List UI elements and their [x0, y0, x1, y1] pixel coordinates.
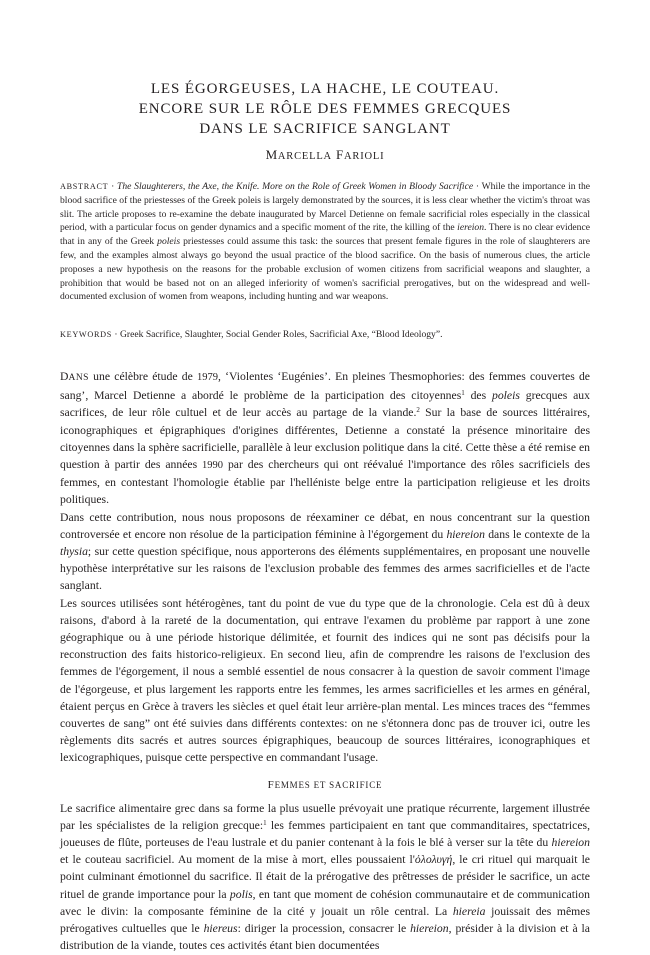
p2-italic-2: thysia: [60, 545, 88, 559]
author-name: [60, 147, 590, 163]
lead-smallcaps: ANS: [68, 373, 89, 383]
p4-text-8: , présider à la division et à la distribution de la viande, toutes ces activités étant bien documentées: [60, 922, 590, 953]
keywords-sep: ·: [112, 329, 120, 340]
p4-italic-2: polis: [229, 887, 253, 901]
title-line-3: DANS LE SACRIFICE SANGLANT: [199, 121, 451, 137]
footnote-ref-2[interactable]: 2: [416, 406, 420, 415]
p4-greek: ὀλολυγή: [414, 853, 453, 867]
paragraph-3: Les sources utilisées sont hétérogènes, tant du point de vue du type que de la chronologie. Cela est dû à deux raisons, d'abord à la rareté de la documentation, qui entrave l'examen du problème par rapport à une zone géographique ou à une période historique délimitée, et fournit des indices qui ne sont pas décisifs pour la reconstruction des faits historico-religieux. En second lieu, afin de comprendre les raisons de l'exclusion des femmes de l'égorgement, il nous a semblé essentiel de nous consacrer à la question de savoir comment l'image de l'égorgeuse, et plus largement les rapports entre les femmes, les armes sacrificielles et les armes en général, étaient perçus en Grèce à travers les siècles et quel était leur arrière-plan mental. Les minces traces des “femmes couvertes de sang” ont été suivies dans différents contextes: on ne s'étonnera donc pas de trouver ici, outre les règlements dits sacrés et autres sources épigraphiques, beaucoup de sources littéraires, iconographiques et lexicographiques, puisque cette perspective en commandant l'usage.: [60, 596, 590, 765]
p1-year: 1979: [197, 372, 219, 383]
p2-text-1: Dans cette contribution, nous nous proposons de réexaminer ce débat, en nous concentrant sur la question controversée et encore non résolue de la participation féminine à l'égorgement du: [60, 510, 590, 541]
p1-decade: 1990: [202, 460, 224, 472]
paragraph-2: [60, 509, 590, 595]
keywords: [60, 328, 590, 342]
p1-text-2: , ‘Violentes ‘Eugénies’. En pleines Thesmophories: des femmes couvertes de sang’, Marcel Detienne a abordé le problème de la participation des citoyennes: [60, 370, 590, 403]
abstract-italic-2: poleis: [157, 236, 181, 248]
p1-text-6: par des chercheurs qui ont réévalué l'importance des rôles sacrificiels des femmes, en contestant l'homologie établie par l'helléniste belge entre la participation religieuse et les droits politiques.: [60, 458, 591, 507]
p4-text-4: , le cri rituel qui marquait le point culminant émotionnel du sacrifice. Il était de la prérogative des prêtresses de présider le sacrifice, un acte rituel de grande importance pour la: [60, 853, 590, 901]
abstract-label: ABSTRACT: [60, 182, 109, 191]
footnote-ref-3[interactable]: 1: [263, 818, 267, 827]
p4-text-2: les femmes participaient en tant que commanditaires, spectatrices, joueuses de flûte, porteuses de l'eau lustrale et du panier contenant à la fois le blé à verser sur la tête du: [60, 818, 590, 850]
p4-italic-5: hiereion: [410, 922, 449, 936]
p1-text-1: une célèbre étude de: [88, 370, 198, 383]
article-title: [60, 79, 590, 139]
abstract-text-3: priestesses could assume this task: the sources that present female figures in the role of slaughterers are few, and the examples almost always go beyond the usual practice of the blood sacrifice. On the basis of numerous clues, the article proposes a new hypothesis on the reasons for the probable exclusion of women citizens from sacrificial weapons and slaughter, a prohibition that would be based not on an alleged inferiority of women's sacrificial prerogatives, but on the widespread and well-documented exclusion of women from weapons, including hunting and war weapons.: [60, 236, 590, 303]
p1-text-3: des: [464, 389, 492, 403]
p4-text-6: jouissait des mêmes prérogatives cultuelles que le: [60, 904, 590, 936]
p4-italic-4: hiereus: [203, 922, 238, 936]
article-body: [60, 368, 590, 955]
author-last-initial: F: [336, 147, 345, 162]
title-line-1: LES ÉGORGEUSES, LA HACHE, LE COUTEAU.: [150, 81, 500, 97]
abstract-sep-1: ·: [108, 181, 118, 192]
abstract-text-2: . There is no clear evidence that in any of the Greek: [60, 222, 590, 248]
abstract-italic-1: iereion: [457, 222, 484, 234]
p2-text-3: ; sur cette question spécifique, nous apporterons des éléments supplémentaires, en proposant une nouvelle hypothèse interprétative sur les raisons de l'exclusion probable des femmes des armes sacrificielles et de l'acte sanglant.: [60, 545, 590, 593]
p4-text-5: , en tant que moment de cohésion communautaire et de communication avec le divin: la composante féminine de la cité y jouait un rôle central. La: [60, 887, 590, 918]
p4-text-3: et le couteau sacrificiel. Au moment de la mise à mort, elles poussaient l': [60, 853, 415, 867]
author-first-rest: ARCELLA: [277, 151, 332, 162]
author-last-rest: ARIOLI: [344, 151, 385, 162]
p2-italic-1: hiereion: [446, 527, 485, 541]
abstract-text-1: While the importance in the blood sacrifice of the priestesses of the Greek poleis is largely demonstrated by the sources, it is less clear whether the victim's throat was slit. The article proposes to re-examine the debate inaugurated by Marcel Detienne on female sacrificial roles especially in the classical period, with a particular focus on gender dynamics and a specific moment of the rite, the killing of the: [60, 181, 590, 234]
p4-text-7: : diriger la procession, consacrer le: [237, 922, 411, 936]
title-line-2: ENCORE SUR LE RÔLE DES FEMMES GRECQUES: [138, 101, 512, 117]
p1-text-5: Sur la base de sources littéraires, iconographiques et épigraphiques d'origines différentes, Detienne a constaté la présence minoritaire des citoyennes dans la sphère sacrificielle, parallèle à leur exclusion politique dans la cité. Cette thèse a été remise en question à partir des années: [60, 406, 590, 472]
p1-italic-1: poleis: [491, 389, 520, 403]
p1-text-4: grecques aux sacrifices, de leur rôle cultuel et de leur accès au partage de la viande.: [60, 389, 590, 420]
p4-italic-3: hiereia: [452, 904, 486, 918]
section-initial: F: [267, 778, 275, 791]
abstract-sep-2: ·: [473, 181, 482, 192]
p4-text-1: Le sacrifice alimentaire grec dans sa forme la plus usuelle prévoyait une pratique récurrente, largement illustrée par les spécialistes de la religion grecque:: [60, 801, 590, 832]
abstract: [60, 180, 590, 304]
footnote-ref-1[interactable]: 1: [461, 389, 465, 398]
abstract-english-title: The Slaughterers, the Axe, the Knife. More on the Role of Greek Women in Bloody Sacrifice: [117, 181, 474, 192]
keywords-text: Greek Sacrifice, Slaughter, Social Gender Roles, Sacrificial Axe, “Blood Ideology”.: [120, 329, 443, 340]
p2-text-2: dans le contexte de la: [484, 527, 590, 541]
p4-italic-1: hiereion: [551, 836, 590, 850]
paragraph-4: [60, 800, 590, 955]
section-heading: [60, 779, 590, 791]
section-rest: EMMES ET SACRIFICE: [274, 779, 383, 790]
lead-initial: D: [60, 370, 69, 383]
author-first-initial: M: [265, 147, 278, 162]
paragraph-1: [60, 368, 590, 509]
keywords-label: KEYWORDS: [60, 330, 112, 339]
